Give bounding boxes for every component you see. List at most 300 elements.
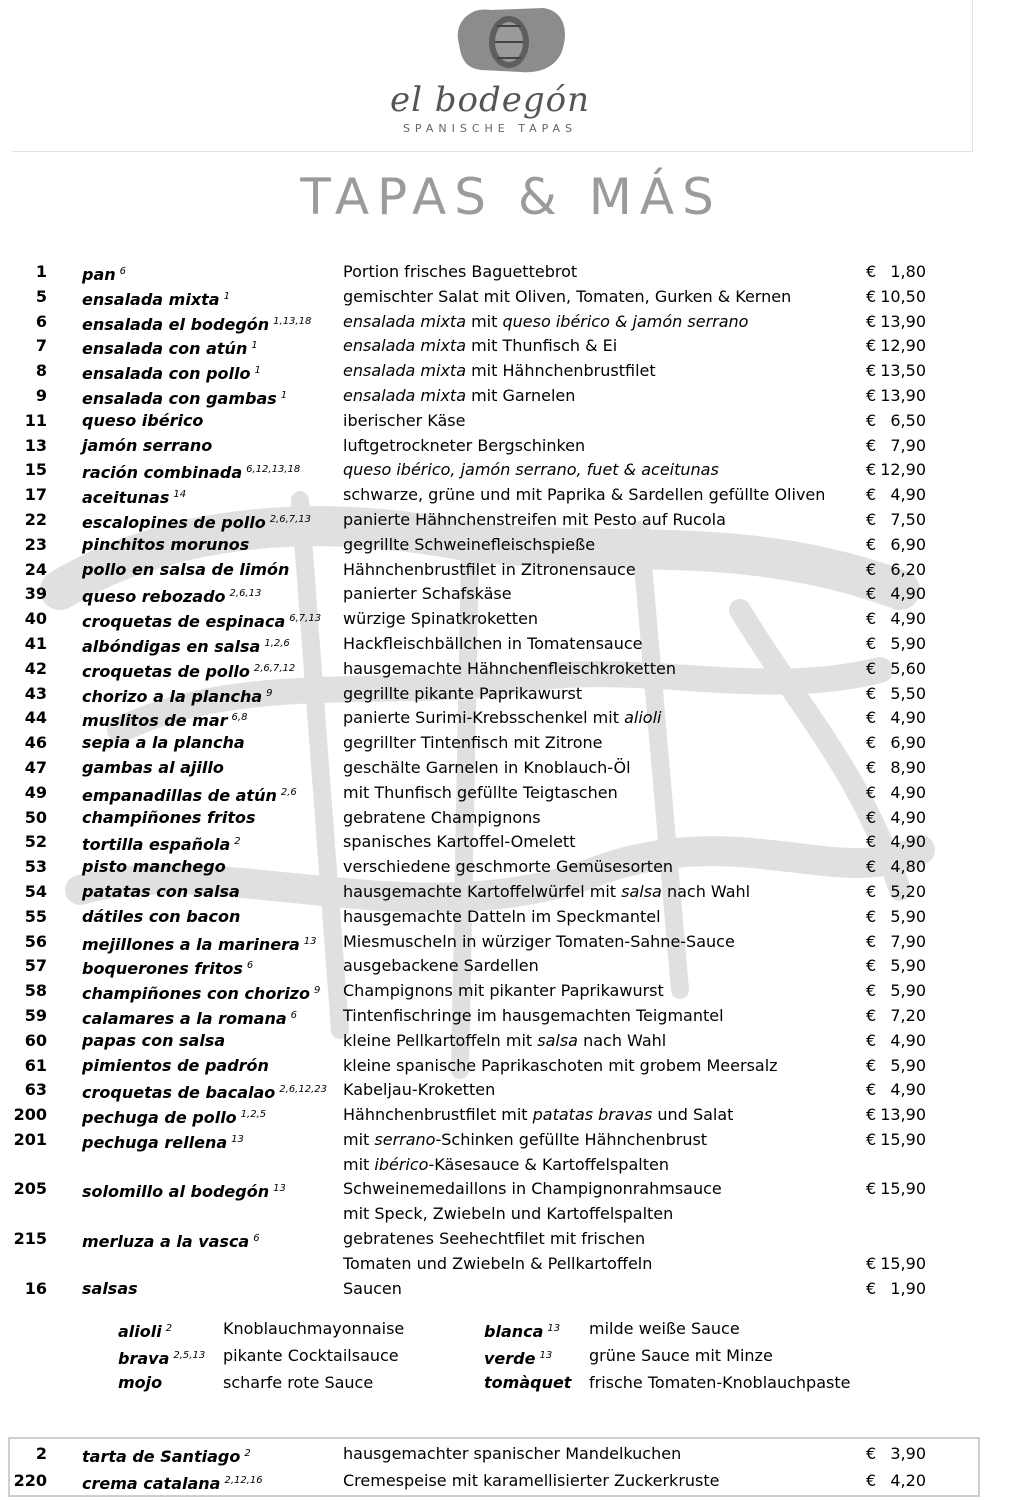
item-name-text: tortilla española [82, 835, 231, 855]
item-price: 4,80 [890, 857, 926, 877]
item-price: 12,90 [880, 336, 926, 356]
item-description [343, 657, 676, 682]
item-name-text: empanadillas de atún [82, 785, 277, 805]
item-name-text: crema catalana [82, 1474, 221, 1493]
sauce-description: pikante Cocktailsauce [223, 1346, 399, 1365]
allergen-codes: 6 [253, 1233, 260, 1245]
description-part: ensalada mixta [343, 311, 466, 331]
item-name [82, 1029, 225, 1054]
item-description [343, 1177, 722, 1202]
item-price: 6,20 [890, 559, 926, 579]
description-part: patatas bravas [532, 1105, 653, 1125]
sauce-description: milde weiße Sauce [589, 1319, 740, 1338]
item-number: 22 [24, 509, 47, 529]
item-name [82, 334, 258, 362]
item-description [343, 954, 539, 979]
item-name [82, 1103, 266, 1131]
currency-symbol: € [866, 1080, 877, 1100]
description-part: gegrillte pikante Paprikawurst [343, 683, 583, 703]
allergen-codes: 13 [273, 1183, 286, 1195]
logo [0, 0, 1022, 150]
item-description [343, 483, 825, 508]
description-part: gemischter Salat mit Oliven, Tomaten, Gurken & Kernen [343, 286, 792, 306]
allergen-codes: 6 [246, 960, 254, 972]
description-part: mit Hähnchenbrustfilet [466, 361, 656, 381]
sauce-row [0, 1342, 1022, 1369]
currency-symbol: € [866, 733, 877, 753]
description-part: Schweinemedaillons in Champignonrahmsauce [343, 1179, 722, 1199]
item-description [343, 533, 595, 558]
item-price: 13,50 [880, 361, 926, 381]
menu-row [0, 1078, 1022, 1103]
currency-symbol: € [866, 1005, 877, 1025]
menu-row [0, 334, 1022, 359]
item-price: 7,90 [890, 931, 926, 951]
item-number: 9 [35, 385, 47, 405]
currency-symbol: € [866, 1444, 877, 1463]
item-number: 24 [24, 559, 47, 579]
item-description [343, 731, 602, 756]
currency-symbol: € [866, 832, 877, 852]
item-name-text: pinchitos morunos [82, 534, 250, 554]
item-name-text: chorizo a la plancha [82, 686, 263, 706]
item-description [343, 1467, 719, 1494]
item-price: 6,90 [890, 733, 926, 753]
allergen-codes: 2,5,13 [173, 1350, 206, 1361]
item-number: 47 [24, 757, 47, 777]
item-number: 220 [13, 1471, 47, 1490]
currency-symbol: € [866, 1179, 877, 1199]
description-part: ausgebackene Sardellen [343, 956, 539, 976]
item-name [82, 1467, 263, 1497]
item-name [82, 930, 317, 958]
item-price: 5,50 [890, 683, 926, 703]
item-number: 13 [24, 435, 47, 455]
currency-symbol: € [866, 906, 877, 926]
menu-row [0, 954, 1022, 979]
item-price: 4,90 [890, 1080, 926, 1100]
item-name [82, 359, 261, 387]
item-price: 3,90 [890, 1444, 926, 1463]
description-part: kleine spanische Paprikaschoten mit grobem Meersalz [343, 1055, 778, 1075]
item-name-text: boquerones fritos [82, 959, 243, 979]
description-part: nach Wahl [577, 1030, 667, 1050]
item-name [82, 1227, 260, 1255]
description-part: Tintenfischringe im hausgemachten Teigmantel [343, 1005, 724, 1025]
item-description [343, 706, 661, 731]
item-description [343, 558, 636, 583]
currency-symbol: € [866, 460, 877, 480]
item-description [343, 1004, 724, 1029]
item-description [343, 458, 719, 483]
item-price: 5,90 [890, 633, 926, 653]
sauce-row [0, 1315, 1022, 1342]
menu-row [0, 781, 1022, 806]
item-name-text: muslitos de mar [82, 711, 228, 731]
item-description [343, 260, 577, 285]
menu-row [0, 409, 1022, 434]
allergen-codes: 9 [313, 985, 321, 997]
currency-symbol: € [866, 1471, 877, 1490]
description-part: kleine Pellkartoffeln mit [343, 1030, 538, 1050]
menu-row [0, 1277, 1022, 1302]
item-price: 8,90 [890, 757, 926, 777]
allergen-codes: 6 [290, 1009, 297, 1021]
sauce-name [118, 1342, 205, 1372]
allergen-codes: 1,2,6 [264, 637, 290, 649]
item-name [82, 1277, 138, 1302]
item-description [343, 855, 673, 880]
description-part: Saucen [343, 1278, 402, 1298]
sauce-name [484, 1315, 560, 1345]
item-number: 2 [35, 1444, 47, 1463]
menu-row [0, 607, 1022, 632]
item-number: 40 [24, 609, 47, 629]
item-number: 46 [24, 733, 47, 753]
description-part: alioli [624, 708, 662, 728]
description-part: ensalada mixta [343, 385, 466, 405]
item-name-text: papas con salsa [82, 1030, 226, 1050]
item-number: 50 [24, 807, 47, 827]
item-price: 5,20 [890, 881, 926, 901]
item-name-text: albóndigas en salsa [82, 636, 261, 656]
description-part: gebratene Champignons [343, 807, 541, 827]
item-price: 5,60 [890, 658, 926, 678]
item-description [343, 1103, 733, 1128]
item-name-text: patatas con salsa [82, 881, 240, 901]
allergen-codes: 1 [251, 340, 258, 352]
allergen-codes: 14 [173, 489, 187, 501]
item-price: 4,20 [890, 1471, 926, 1490]
item-number: 60 [24, 1030, 47, 1050]
currency-symbol: € [866, 658, 877, 678]
item-number: 59 [24, 1005, 47, 1025]
allergen-codes: 1,13,18 [273, 315, 312, 327]
currency-symbol: € [866, 1105, 877, 1125]
description-part: geschälte Garnelen in Knoblauch-Öl [343, 757, 631, 777]
item-number: 215 [13, 1229, 47, 1249]
item-name-text: solomillo al bodegón [82, 1182, 270, 1202]
item-name-text: mejillones a la marinera [82, 934, 300, 954]
menu-row [0, 706, 1022, 731]
item-number: 49 [24, 782, 47, 802]
item-price: 13,90 [880, 385, 926, 405]
allergen-codes: 2 [244, 1448, 251, 1459]
allergen-codes: 1,2,5 [240, 1109, 267, 1121]
description-part: und Salat [652, 1105, 734, 1125]
currency-symbol: € [866, 931, 877, 951]
allergen-codes: 9 [266, 687, 273, 699]
item-number: 7 [35, 336, 47, 356]
item-name-text: ensalada el bodegón [82, 314, 270, 334]
item-description [343, 1227, 645, 1252]
menu-row [0, 756, 1022, 781]
description-part: hausgemachter spanischer Mandelkuchen [343, 1444, 682, 1463]
description-part: gegrillte Schweinefleischspieße [343, 534, 596, 554]
allergen-codes: 2,6,12,23 [279, 1084, 327, 1096]
menu-row [0, 905, 1022, 930]
currency-symbol: € [866, 807, 877, 827]
description-part: salsa [537, 1030, 578, 1050]
item-number: 57 [24, 956, 47, 976]
currency-symbol: € [866, 956, 877, 976]
item-name [82, 756, 224, 781]
allergen-codes: 6,7,13 [289, 613, 322, 625]
item-name [82, 483, 186, 511]
menu-row [0, 657, 1022, 682]
description-part: würzige Spinatkroketten [343, 609, 539, 629]
item-name [82, 434, 212, 459]
description-part: Tomaten und Zwiebeln & Pellkartoffeln [343, 1253, 653, 1273]
item-number: 11 [24, 410, 47, 430]
menu-row [0, 830, 1022, 855]
item-description [343, 682, 582, 707]
item-description [343, 1202, 673, 1227]
item-name [82, 533, 249, 558]
item-name-text: pechuga rellena [82, 1132, 228, 1152]
item-number: 17 [24, 485, 47, 505]
item-name [82, 582, 261, 610]
item-price: 4,90 [890, 584, 926, 604]
item-name [82, 905, 240, 930]
description-part: salsa [621, 881, 662, 901]
item-name-text: queso rebozado [82, 587, 226, 607]
barrel-icon [451, 4, 571, 76]
description-part: spanisches Kartoffel-Omelett [343, 832, 576, 852]
description-part: Cremespeise mit karamellisierter Zuckerkruste [343, 1471, 720, 1490]
item-price: 4,90 [890, 609, 926, 629]
currency-symbol: € [866, 609, 877, 629]
item-description [343, 905, 661, 930]
description-part: Hähnchenbrustfilet in Zitronensauce [343, 559, 636, 579]
item-description [343, 830, 575, 855]
menu-title: TAPAS & MÁS [300, 168, 722, 226]
item-number: 55 [24, 906, 47, 926]
item-number: 42 [24, 658, 47, 678]
sauce-name [118, 1369, 162, 1396]
item-description [343, 756, 631, 781]
menu-row [0, 483, 1022, 508]
menu-row [0, 1004, 1022, 1029]
currency-symbol: € [866, 1129, 877, 1149]
item-name-text: merluza a la vasca [82, 1232, 250, 1252]
description-part: luftgetrockneter Bergschinken [343, 435, 586, 455]
item-name [82, 830, 241, 858]
item-number: 1 [35, 262, 47, 281]
description-part: mit Speck, Zwiebeln und Kartoffelspalten [343, 1204, 674, 1224]
item-description [343, 1277, 402, 1302]
item-name [82, 285, 230, 313]
menu-row [0, 508, 1022, 533]
currency-symbol: € [866, 1278, 877, 1298]
item-number: 53 [24, 857, 47, 877]
description-part: Hähnchenbrustfilet mit [343, 1105, 533, 1125]
item-price: 4,90 [890, 485, 926, 505]
menu-row [0, 458, 1022, 483]
sauce-description: scharfe rote Sauce [223, 1373, 374, 1392]
description-part: nach Wahl [661, 881, 751, 901]
menu-row [0, 632, 1022, 657]
description-part: hausgemachte Kartoffelwürfel mit [343, 881, 622, 901]
description-part: queso ibérico, jamón serrano, fuet & aceitunas [343, 460, 719, 480]
sauce-name-text: mojo [118, 1373, 163, 1392]
sauce-description: Knoblauchmayonnaise [223, 1319, 405, 1338]
sauce-name-text: brava [118, 1349, 170, 1368]
item-name [82, 1177, 286, 1205]
description-part: ensalada mixta [343, 361, 466, 381]
menu-row [0, 1252, 1022, 1277]
allergen-codes: 1 [280, 389, 288, 401]
menu-items [0, 260, 1022, 1301]
item-description [343, 384, 575, 409]
description-part: panierter Schafskäse [343, 584, 512, 604]
item-price: 1,90 [890, 1278, 926, 1298]
menu-row [0, 384, 1022, 409]
item-name [82, 855, 226, 880]
description-part: gegrillter Tintenfisch mit Zitrone [343, 733, 603, 753]
currency-symbol: € [866, 633, 877, 653]
item-number: 200 [13, 1105, 47, 1125]
item-name-text: pollo en salsa de limón [82, 559, 290, 579]
item-name [82, 409, 203, 434]
item-description [343, 582, 512, 607]
menu-row [0, 260, 1022, 285]
sauce-name [118, 1315, 172, 1345]
item-description [343, 607, 538, 632]
item-description [343, 434, 585, 459]
currency-symbol: € [866, 509, 877, 529]
item-name-text: croquetas de bacalao [82, 1083, 276, 1103]
description-part: mit Thunfisch gefüllte Teigtaschen [343, 782, 618, 802]
sauce-name [484, 1342, 552, 1372]
item-price: 7,20 [890, 1005, 926, 1025]
item-name-text: escalopines de pollo [82, 512, 266, 532]
menu-row [0, 1153, 1022, 1178]
allergen-codes: 1 [223, 290, 230, 302]
item-description [343, 1078, 495, 1103]
menu-row [0, 979, 1022, 1004]
menu-row [0, 1029, 1022, 1054]
allergen-codes: 13 [303, 935, 317, 947]
item-name-text: salsas [82, 1278, 138, 1298]
item-name-text: sepia a la plancha [82, 733, 245, 753]
item-name [82, 954, 253, 982]
item-number: 16 [24, 1278, 47, 1298]
allergen-codes: 6 [119, 266, 127, 277]
sauce-row [0, 1369, 1022, 1396]
currency-symbol: € [866, 782, 877, 802]
description-part: -Käsesauce & Kartoffelspalten [428, 1154, 669, 1174]
item-name-text: tarta de Santiago [82, 1447, 241, 1466]
item-price: 5,90 [890, 981, 926, 1001]
item-price: 15,90 [880, 1129, 926, 1149]
item-price: 4,90 [890, 782, 926, 802]
menu-row [0, 533, 1022, 558]
sauce-description: grüne Sauce mit Minze [589, 1346, 773, 1365]
item-description [343, 310, 748, 335]
item-name [82, 657, 295, 685]
item-name [82, 508, 311, 536]
currency-symbol: € [866, 336, 877, 356]
allergen-codes: 2,6,7,12 [253, 662, 296, 674]
currency-symbol: € [866, 361, 877, 381]
item-description [343, 632, 642, 657]
item-name-text: ensalada con atún [82, 339, 248, 359]
menu-row [0, 1467, 1022, 1494]
menu-row [0, 285, 1022, 310]
item-description [343, 285, 791, 310]
item-number: 63 [24, 1080, 47, 1100]
item-name [82, 260, 126, 288]
item-number: 41 [24, 633, 47, 653]
currency-symbol: € [866, 881, 877, 901]
currency-symbol: € [866, 385, 877, 405]
item-price: 13,90 [880, 1105, 926, 1125]
item-number: 201 [13, 1129, 47, 1149]
item-price: 7,90 [890, 435, 926, 455]
item-name-text: aceitunas [82, 488, 170, 508]
description-part: Miesmuscheln in würziger Tomaten-Sahne-Sauce [343, 931, 735, 951]
currency-symbol: € [866, 584, 877, 604]
item-description [343, 781, 618, 806]
sauce-name-text: alioli [118, 1322, 162, 1341]
description-part: hausgemachte Hähnchenfleischkroketten [343, 658, 676, 678]
item-name [82, 880, 240, 905]
item-description [343, 1153, 669, 1178]
item-number: 56 [24, 931, 47, 951]
item-description [343, 508, 726, 533]
item-number: 43 [24, 683, 47, 703]
menu-row [0, 1177, 1022, 1202]
item-name-text: pechuga de pollo [82, 1108, 237, 1128]
currency-symbol: € [866, 262, 877, 281]
menu-row [0, 930, 1022, 955]
description-part: mit Garnelen [466, 385, 576, 405]
menu-row [0, 1054, 1022, 1079]
allergen-codes: 6,8 [231, 712, 248, 724]
item-number: 205 [13, 1179, 47, 1199]
description-part: -Schinken gefüllte Hähnchenbrust [435, 1129, 708, 1149]
item-number: 15 [24, 460, 47, 480]
description-part: schwarze, grüne und mit Paprika & Sardellen gefüllte Oliven [343, 485, 826, 505]
item-price: 1,80 [890, 262, 926, 281]
item-price: 4,90 [890, 1030, 926, 1050]
currency-symbol: € [866, 534, 877, 554]
item-name [82, 1440, 251, 1470]
item-price: 4,90 [890, 807, 926, 827]
item-description [343, 409, 465, 434]
item-number: 8 [35, 361, 47, 381]
allergen-codes: 1 [254, 365, 261, 377]
description-part: mit [343, 1154, 375, 1174]
menu-row [0, 1103, 1022, 1128]
currency-symbol: € [866, 708, 877, 728]
item-name [82, 706, 247, 734]
brand-subtitle: SPANISCHE TAPAS [402, 122, 578, 135]
item-description [343, 930, 735, 955]
menu-row [0, 359, 1022, 384]
item-price: 5,90 [890, 906, 926, 926]
item-number: 44 [24, 708, 47, 728]
item-name-text: ensalada mixta [82, 289, 220, 309]
item-name [82, 731, 245, 756]
item-price: 5,90 [890, 956, 926, 976]
item-price: 4,90 [890, 832, 926, 852]
sauce-description: frische Tomaten-Knoblauchpaste [589, 1373, 851, 1392]
menu-row [0, 855, 1022, 880]
description-part: queso ibérico & jamón serrano [502, 311, 749, 331]
item-description [343, 880, 750, 905]
